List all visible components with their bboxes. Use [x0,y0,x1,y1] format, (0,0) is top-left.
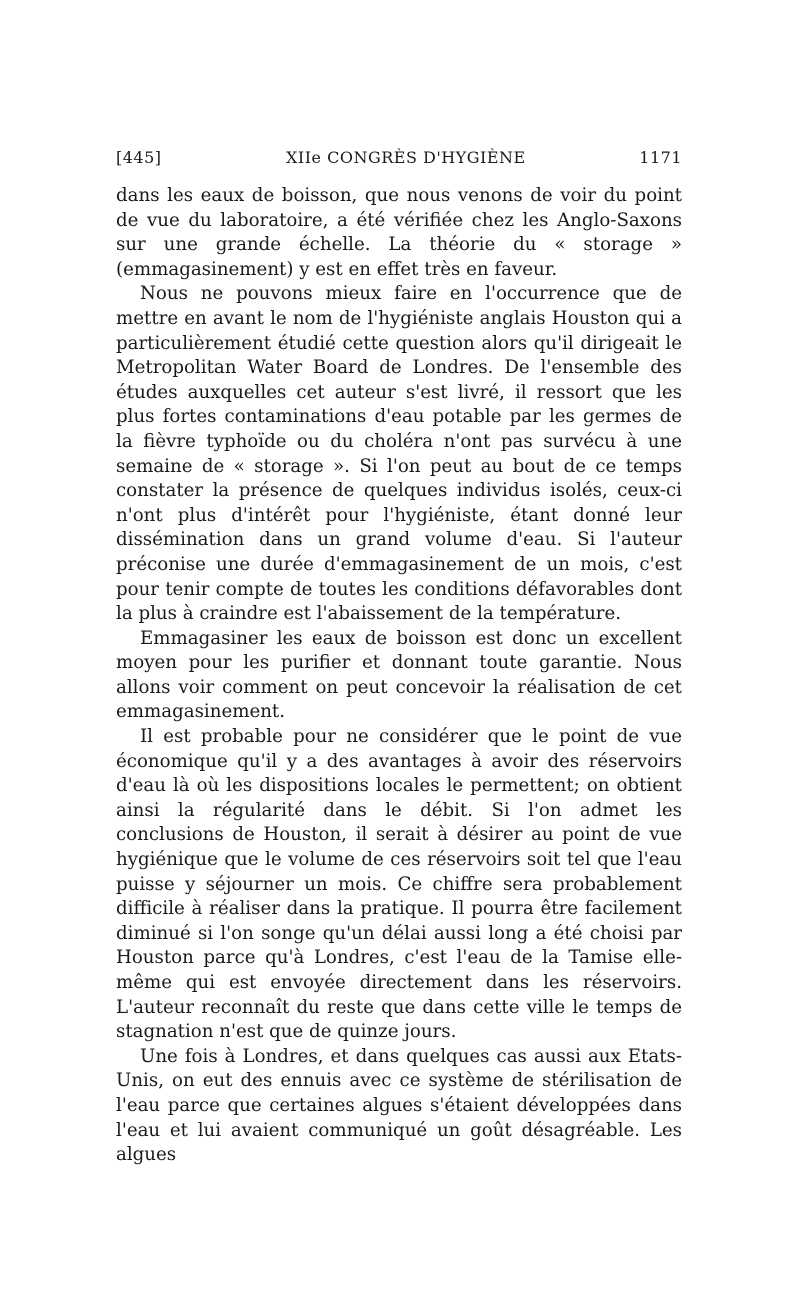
page-number: 1171 [639,148,682,167]
paragraph-3: Emmagasiner les eaux de boisson est donc un excellent moyen pour les purifier et donnant toute garantie. Nous allons voir comment on peut concevoir la réalisation de cet emmagasinement. [116,627,682,723]
running-title: XIIe CONGRÈS D'HYGIÈNE [286,148,526,167]
running-header [116,148,682,174]
paragraph-2: Nous ne pouvons mieux faire en l'occurrence que de mettre en avant le nom de l'hygiéniste anglais Houston qui a particulièrement étudié cette question alors qu'il dirigeait le Metropolitan Water Board de Londres. De l'ensemble des études auxquelles cet auteur s'est livré, il ressort que les plus fortes contaminations d'eau potable par les germes de la fièvre typhoïde ou du choléra n'ont pas survécu à une semaine de « storage ». Si l'on peut au bout de ce temps constater la présence de quelques individus isolés, ceux-ci n'ont plus d'intérêt pour l'hygiéniste, étant donné leur dissémination dans un grand volume d'eau. Si l'auteur préconise une durée d'emmagasinement de un mois, c'est pour tenir compte de toutes les conditions défavorables dont la plus à craindre est l'abaissement de la température. [116,283,682,625]
body-text [116,184,682,1168]
paragraph-4: Il est probable pour ne considérer que le point de vue économique qu'il y a des avantages à avoir des réservoirs d'eau là où les dispositions locales le permettent; on obtient ainsi la régularité dans le débit. Si l'on admet les conclusions de Houston, il serait à désirer au point de vue hygiénique que le volume de ces réservoirs soit tel que l'eau puisse y séjourner un mois. Ce chiffre sera probablement difficile à réaliser dans la pratique. Il pourra être facilement diminué si l'on songe qu'un délai aussi long a été choisi par Houston parce qu'à Londres, c'est l'eau de la Tamise elle-même qui est envoyée directement dans les réservoirs. L'auteur reconnaît du reste que dans cette ville le temps de stagnation n'est que de quinze jours. [116,726,682,1043]
book-page [116,148,682,1168]
paragraph-5: Une fois à Londres, et dans quelques cas aussi aux Etats-Unis, on eut des ennuis avec ce système de stérilisation de l'eau parce que certaines algues s'étaient développées dans l'eau et lui avaient communiqué un goût désagréable. Les algues [116,1045,682,1166]
paragraph-1: dans les eaux de boisson, que nous venons de voir du point de vue du laboratoire, a été vérifiée chez les Anglo-Saxons sur une grande échelle. La théorie du « storage » (emmagasinement) y est en effet très en faveur. [116,185,682,280]
page-bracket-number: [445] [116,148,162,167]
